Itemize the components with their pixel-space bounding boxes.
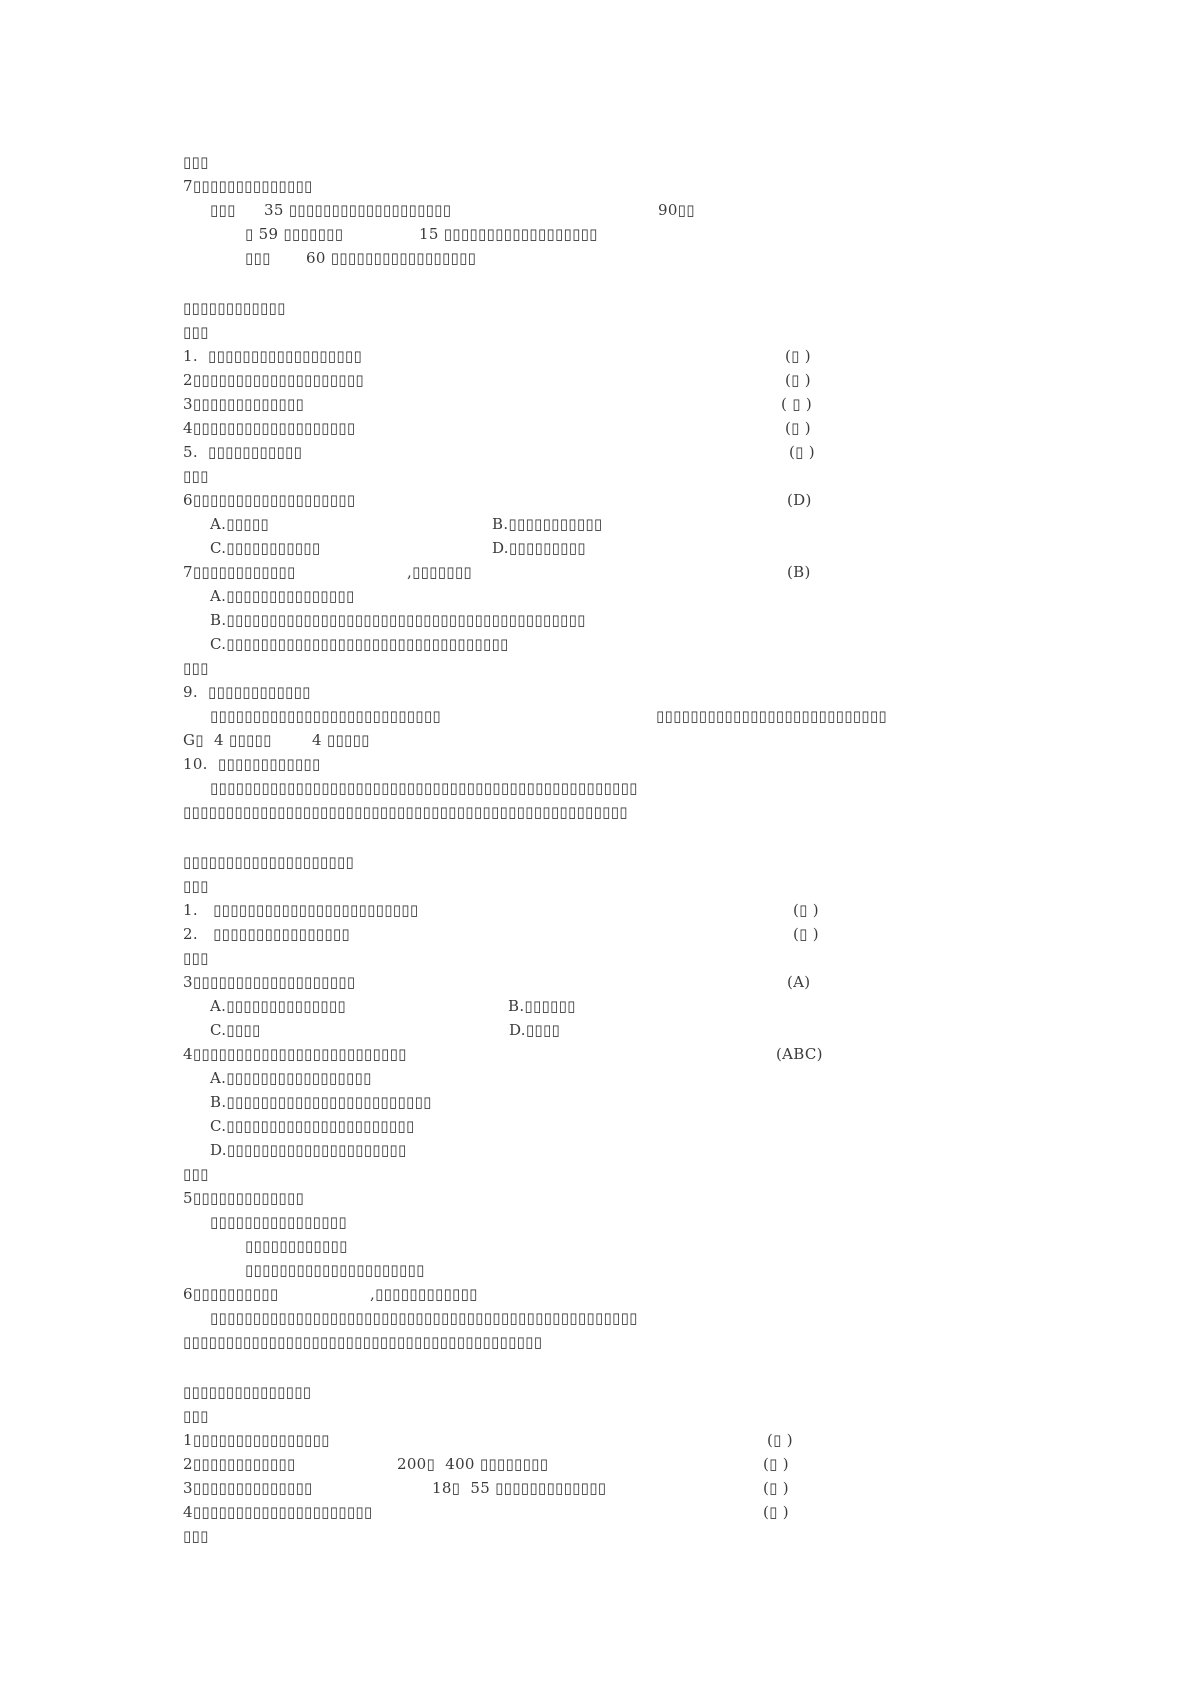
text-line: ▯▯▯▯▯▯▯▯▯▯▯▯▯▯▯▯▯▯▯▯▯ bbox=[245, 1261, 425, 1279]
option: D.▯▯▯▯▯▯▯▯▯ bbox=[492, 539, 586, 557]
answer-mark: (ABC) bbox=[776, 1045, 823, 1063]
text-line: ▯▯▯▯▯▯▯▯▯▯▯▯▯▯▯▯▯▯▯▯▯▯▯▯▯▯▯ bbox=[656, 707, 887, 725]
text-line: ▯▯▯▯▯▯▯▯▯▯▯▯▯▯▯▯▯▯▯▯▯▯▯▯▯▯▯▯▯▯▯▯▯▯▯▯▯▯▯▯▯▯▯▯▯▯▯▯▯▯▯▯ bbox=[183, 803, 628, 821]
option: C.▯▯▯▯▯▯▯▯▯▯▯▯▯▯▯▯▯▯▯▯▯▯ bbox=[210, 1117, 415, 1135]
question-line: 10. ▯▯▯▯▯▯▯▯▯▯▯▯ bbox=[183, 755, 321, 773]
answer-mark: (▯ ) bbox=[793, 925, 819, 943]
question-line: 6▯▯▯▯▯▯▯▯▯▯▯▯▯▯▯▯▯▯▯ bbox=[183, 491, 356, 509]
subsection-label: ▯▯▯ bbox=[183, 1165, 209, 1183]
question-line: 5▯▯▯▯▯▯▯▯▯▯▯▯▯ bbox=[183, 1189, 305, 1207]
text-line: ▯▯▯▯▯▯▯▯▯▯▯▯ bbox=[245, 1237, 348, 1255]
subsection-label: ▯▯▯ bbox=[183, 467, 209, 485]
answer-mark: ( ▯ ) bbox=[781, 395, 812, 413]
option: A.▯▯▯▯▯▯▯▯▯▯▯▯▯▯ bbox=[210, 997, 346, 1015]
question-line: 7▯▯▯▯▯▯▯▯▯▯▯▯ bbox=[183, 563, 296, 581]
question-line: 200▯ 400 ▯▯▯▯▯▯▯▯ bbox=[397, 1455, 549, 1473]
section-heading: ▯▯▯▯▯▯▯▯▯▯▯▯▯▯▯ bbox=[183, 1383, 312, 1401]
text-line: ▯▯▯ bbox=[245, 249, 271, 267]
question-line: 2▯▯▯▯▯▯▯▯▯▯▯▯▯▯▯▯▯▯▯▯ bbox=[183, 371, 364, 389]
subsection-label: ▯▯▯ bbox=[183, 323, 209, 341]
option: D.▯▯▯▯▯▯▯▯▯▯▯▯▯▯▯▯▯▯▯▯▯ bbox=[210, 1141, 407, 1159]
text-line: ▯ 59 ▯▯▯▯▯▯▯ bbox=[245, 225, 344, 243]
text-line: ▯▯▯ bbox=[210, 201, 236, 219]
option: A.▯▯▯▯▯▯▯▯▯▯▯▯▯▯▯ bbox=[210, 587, 355, 605]
option: A.▯▯▯▯▯▯▯▯▯▯▯▯▯▯▯▯▯ bbox=[210, 1069, 372, 1087]
question-line: 5. ▯▯▯▯▯▯▯▯▯▯▯ bbox=[183, 443, 303, 461]
option: B.▯▯▯▯▯▯▯▯▯▯▯▯▯▯▯▯▯▯▯▯▯▯▯▯▯▯▯▯▯▯▯▯▯▯▯▯▯▯▯▯▯▯ bbox=[210, 611, 586, 629]
section-heading: ▯▯▯▯▯▯▯▯▯▯▯▯▯▯▯▯▯▯▯▯ bbox=[183, 853, 355, 871]
option: C.▯▯▯▯▯▯▯▯▯▯▯ bbox=[210, 539, 321, 557]
option: B.▯▯▯▯▯▯▯▯▯▯▯▯▯▯▯▯▯▯▯▯▯▯▯▯ bbox=[210, 1093, 432, 1111]
answer-mark: (▯ ) bbox=[785, 371, 811, 389]
text-line: 35 ▯▯▯▯▯▯▯▯▯▯▯▯▯▯▯▯▯▯▯ bbox=[264, 201, 452, 219]
question-line: ,▯▯▯▯▯▯▯▯▯▯▯▯ bbox=[370, 1285, 478, 1303]
subsection-label: ▯▯▯ bbox=[183, 949, 209, 967]
question-line: 3▯▯▯▯▯▯▯▯▯▯▯▯▯ bbox=[183, 395, 305, 413]
answer-mark: (▯ ) bbox=[793, 901, 819, 919]
text-line: 15 ▯▯▯▯▯▯▯▯▯▯▯▯▯▯▯▯▯▯ bbox=[419, 225, 598, 243]
question-line: 1. ▯▯▯▯▯▯▯▯▯▯▯▯▯▯▯▯▯▯▯▯▯▯▯▯ bbox=[183, 901, 419, 919]
question-line: 7▯▯▯▯▯▯▯▯▯▯▯▯▯▯ bbox=[183, 177, 313, 195]
option: C.▯▯▯▯▯▯▯▯▯▯▯▯▯▯▯▯▯▯▯▯▯▯▯▯▯▯▯▯▯▯▯▯▯ bbox=[210, 635, 509, 653]
question-line: 4▯▯▯▯▯▯▯▯▯▯▯▯▯▯▯▯▯▯▯▯▯▯▯▯▯ bbox=[183, 1045, 407, 1063]
text-line: ▯▯▯ bbox=[183, 153, 209, 171]
option: B.▯▯▯▯▯▯▯▯▯▯▯ bbox=[492, 515, 603, 533]
text-line: 90▯▯ bbox=[658, 201, 695, 219]
option: A.▯▯▯▯▯ bbox=[210, 515, 269, 533]
question-line: 18▯ 55 ▯▯▯▯▯▯▯▯▯▯▯▯▯ bbox=[432, 1479, 607, 1497]
question-line: 9. ▯▯▯▯▯▯▯▯▯▯▯▯ bbox=[183, 683, 311, 701]
question-line: 3▯▯▯▯▯▯▯▯▯▯▯▯▯▯ bbox=[183, 1479, 313, 1497]
text-line: 4 ▯▯▯▯▯ bbox=[312, 731, 370, 749]
answer-mark: (▯ ) bbox=[763, 1479, 789, 1497]
answer-mark: (▯ ) bbox=[785, 347, 811, 365]
answer-mark: (▯ ) bbox=[763, 1503, 789, 1521]
question-line: 4▯▯▯▯▯▯▯▯▯▯▯▯▯▯▯▯▯▯▯▯▯ bbox=[183, 1503, 373, 1521]
subsection-label: ▯▯▯ bbox=[183, 659, 209, 677]
option: D.▯▯▯▯ bbox=[509, 1021, 561, 1039]
subsection-label: ▯▯▯ bbox=[183, 877, 209, 895]
question-line: 1. ▯▯▯▯▯▯▯▯▯▯▯▯▯▯▯▯▯▯ bbox=[183, 347, 363, 365]
option: C.▯▯▯▯ bbox=[210, 1021, 261, 1039]
text-line: ▯▯▯▯▯▯▯▯▯▯▯▯▯▯▯▯▯▯▯▯▯▯▯▯▯▯▯▯▯▯▯▯▯▯▯▯▯▯▯▯▯▯▯▯▯▯▯▯▯▯ bbox=[210, 1309, 638, 1327]
text-line: G▯ 4 ▯▯▯▯▯ bbox=[183, 731, 272, 749]
text-line: 60 ▯▯▯▯▯▯▯▯▯▯▯▯▯▯▯▯▯ bbox=[306, 249, 477, 267]
question-line: 1▯▯▯▯▯▯▯▯▯▯▯▯▯▯▯▯ bbox=[183, 1431, 330, 1449]
text-line: ▯▯▯▯▯▯▯▯▯▯▯▯▯▯▯▯ bbox=[210, 1213, 347, 1231]
answer-mark: (B) bbox=[787, 563, 811, 581]
question-line: 3▯▯▯▯▯▯▯▯▯▯▯▯▯▯▯▯▯▯▯ bbox=[183, 973, 356, 991]
section-heading: ▯▯▯▯▯▯▯▯▯▯▯▯ bbox=[183, 299, 286, 317]
answer-mark: (▯ ) bbox=[767, 1431, 793, 1449]
answer-mark: (▯ ) bbox=[789, 443, 815, 461]
text-line: ▯▯▯▯▯▯▯▯▯▯▯▯▯▯▯▯▯▯▯▯▯▯▯▯▯▯▯▯▯▯▯▯▯▯▯▯▯▯▯▯▯▯ bbox=[183, 1333, 543, 1351]
subsection-label: ▯▯▯ bbox=[183, 1527, 209, 1545]
text-line: ▯▯▯▯▯▯▯▯▯▯▯▯▯▯▯▯▯▯▯▯▯▯▯▯▯▯▯▯▯▯▯▯▯▯▯▯▯▯▯▯▯▯▯▯▯▯▯▯▯▯ bbox=[210, 779, 638, 797]
answer-mark: (▯ ) bbox=[763, 1455, 789, 1473]
question-line: 4▯▯▯▯▯▯▯▯▯▯▯▯▯▯▯▯▯▯▯ bbox=[183, 419, 356, 437]
answer-mark: (A) bbox=[787, 973, 811, 991]
question-line: 2. ▯▯▯▯▯▯▯▯▯▯▯▯▯▯▯▯ bbox=[183, 925, 350, 943]
question-line: 6▯▯▯▯▯▯▯▯▯▯ bbox=[183, 1285, 279, 1303]
option: B.▯▯▯▯▯▯ bbox=[508, 997, 576, 1015]
answer-mark: (▯ ) bbox=[785, 419, 811, 437]
question-line: ,▯▯▯▯▯▯▯ bbox=[407, 563, 472, 581]
subsection-label: ▯▯▯ bbox=[183, 1407, 209, 1425]
answer-mark: (D) bbox=[787, 491, 812, 509]
text-line: ▯▯▯▯▯▯▯▯▯▯▯▯▯▯▯▯▯▯▯▯▯▯▯▯▯▯▯ bbox=[210, 707, 441, 725]
question-line: 2▯▯▯▯▯▯▯▯▯▯▯▯ bbox=[183, 1455, 296, 1473]
